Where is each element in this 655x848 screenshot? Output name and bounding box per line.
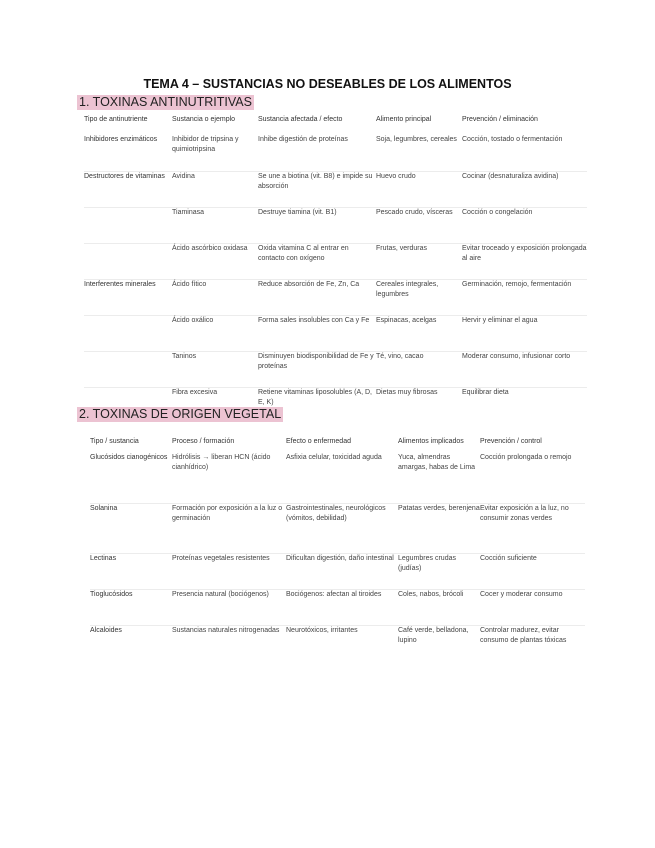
table-cell: Espinacas, acelgas (376, 315, 462, 351)
table-cell: Solanina (90, 503, 172, 553)
table-cell (84, 351, 172, 387)
table-row (84, 243, 587, 279)
table-cell: Yuca, almendras amargas, habas de Lima (398, 453, 480, 503)
table-row (90, 589, 585, 625)
table-row (84, 315, 587, 351)
plant-toxins-table (90, 427, 585, 655)
table-cell: Inhibe digestión de proteínas (258, 135, 376, 171)
table-cell: Oxida vitamina C al entrar en contacto con oxígeno (258, 243, 376, 279)
table-cell: Ácido ascórbico oxidasa (172, 243, 258, 279)
table-cell: Sustancias naturales nitrogenadas (172, 626, 280, 634)
table-cell: Formación por exposición a la luz o germinación (172, 503, 286, 553)
table-row (90, 453, 585, 503)
table-cell: Cocción prolongada o remojo (480, 453, 585, 503)
section-heading-origen-vegetal: 2. TOXINAS DE ORIGEN VEGETAL (79, 407, 282, 421)
table-cell: Cocinar (desnaturaliza avidina) (462, 171, 587, 207)
table-cell: Frutas, verduras (376, 243, 462, 279)
table-row (90, 625, 585, 655)
table-cell: Se une a biotina (vit. B8) e impide su absorción (258, 171, 376, 207)
table-cell: Moderar consumo, infusionar corto (462, 351, 587, 387)
section-heading-antinutritivas: 1. TOXINAS ANTINUTRITIVAS (79, 95, 252, 109)
table-header: Sustancia o ejemplo (172, 116, 236, 123)
table-cell: Retiene vitaminas liposolubles (A, D, E, K) (258, 388, 372, 406)
table-header: Alimentos implicados (398, 438, 464, 445)
table-cell: Fibra excesiva (172, 388, 218, 396)
table-header: Sustancia afectada / efecto (258, 116, 343, 123)
table-cell: Café verde, belladona, lupino (398, 626, 469, 644)
table-cell: Huevo crudo (376, 171, 462, 207)
table-cell: Cocción suficiente (480, 553, 585, 589)
table-cell: Controlar madurez, evitar consumo de plantas tóxicas (480, 626, 567, 644)
table-cell: Ácido oxálico (172, 315, 258, 351)
table-cell: Alcaloides (90, 626, 122, 634)
table-row (84, 207, 587, 243)
table-cell: Lectinas (90, 553, 172, 589)
antinutrients-table (84, 115, 587, 413)
table-row (84, 351, 587, 387)
table-cell: Asfixia celular, toxicidad aguda (286, 453, 398, 503)
table-cell: Hervir y eliminar el agua (462, 315, 587, 351)
table-header: Tipo / sustancia (90, 438, 139, 445)
table-cell: Ácido fítico (172, 279, 258, 315)
table-cell: Destructores de vitaminas (84, 171, 172, 207)
table-cell (84, 243, 172, 279)
table-header: Efecto o enfermedad (286, 438, 351, 445)
table-cell: Equilibrar dieta (462, 388, 509, 396)
table-row (84, 279, 587, 315)
document-title: TEMA 4 – SUSTANCIAS NO DESEABLES DE LOS ALIMENTOS (143, 77, 512, 91)
table-cell: Dificultan digestión, daño intestinal (286, 553, 398, 589)
table-cell: Dietas muy fibrosas (376, 388, 438, 396)
table-cell: Interferentes minerales (84, 279, 172, 315)
table-cell: Disminuyen biodisponibilidad de Fe y proteínas (258, 351, 376, 387)
table-header: Tipo de antinutriente (84, 116, 148, 123)
table-cell: Pescado crudo, vísceras (376, 207, 462, 243)
table-cell: Coles, nabos, brócoli (398, 589, 480, 625)
table-cell: Soja, legumbres, cereales (376, 135, 462, 171)
table-cell (84, 315, 172, 351)
table-header: Prevención / eliminación (462, 116, 538, 123)
table-cell: Avidina (172, 171, 258, 207)
table-cell: Bociógenos: afectan al tiroides (286, 589, 398, 625)
table-cell: Forma sales insolubles con Ca y Fe (258, 315, 376, 351)
table-cell: Cocer y moderar consumo (480, 589, 585, 625)
table-cell: Cocción, tostado o fermentación (462, 135, 587, 171)
table-cell: Germinación, remojo, fermentación (462, 279, 587, 315)
table-cell: Cereales integrales, legumbres (376, 279, 462, 315)
table-cell: Tioglucósidos (90, 589, 172, 625)
table-row (84, 171, 587, 207)
table-cell: Evitar exposición a la luz, no consumir zonas verdes (480, 503, 585, 553)
table-row (84, 135, 587, 171)
table-cell: Legumbres crudas (judías) (398, 553, 480, 589)
table-cell: Cocción o congelación (462, 207, 587, 243)
table-cell: Gastrointestinales, neurológicos (vómitos, debilidad) (286, 503, 398, 553)
table-cell: Evitar troceado y exposición prolongada al aire (462, 243, 587, 279)
table-cell: Presencia natural (bociógenos) (172, 589, 286, 625)
table-cell: Patatas verdes, berenjena (398, 503, 480, 553)
table-cell: Taninos (172, 351, 258, 387)
table-row (90, 553, 585, 589)
table-header: Proceso / formación (172, 438, 235, 445)
table-cell: Reduce absorción de Fe, Zn, Ca (258, 279, 376, 315)
table-cell: Inhibidor de tripsina y quimiotripsina (172, 135, 258, 171)
table-cell: Destruye tiamina (vit. B1) (258, 207, 376, 243)
table-cell: Té, vino, cacao (376, 351, 462, 387)
table-row (90, 503, 585, 553)
table-cell: Glucósidos cianogénicos (90, 453, 172, 503)
table-header: Prevención / control (480, 438, 542, 445)
table-cell: Tiaminasa (172, 207, 258, 243)
table-cell: Hidrólisis → liberan HCN (ácido cianhídrico) (172, 453, 286, 503)
table-cell: Neurotóxicos, irritantes (286, 626, 358, 634)
table-cell: Inhibidores enzimáticos (84, 135, 172, 171)
table-cell: Proteínas vegetales resistentes (172, 553, 286, 589)
table-header: Alimento principal (376, 116, 432, 123)
table-cell (84, 207, 172, 243)
